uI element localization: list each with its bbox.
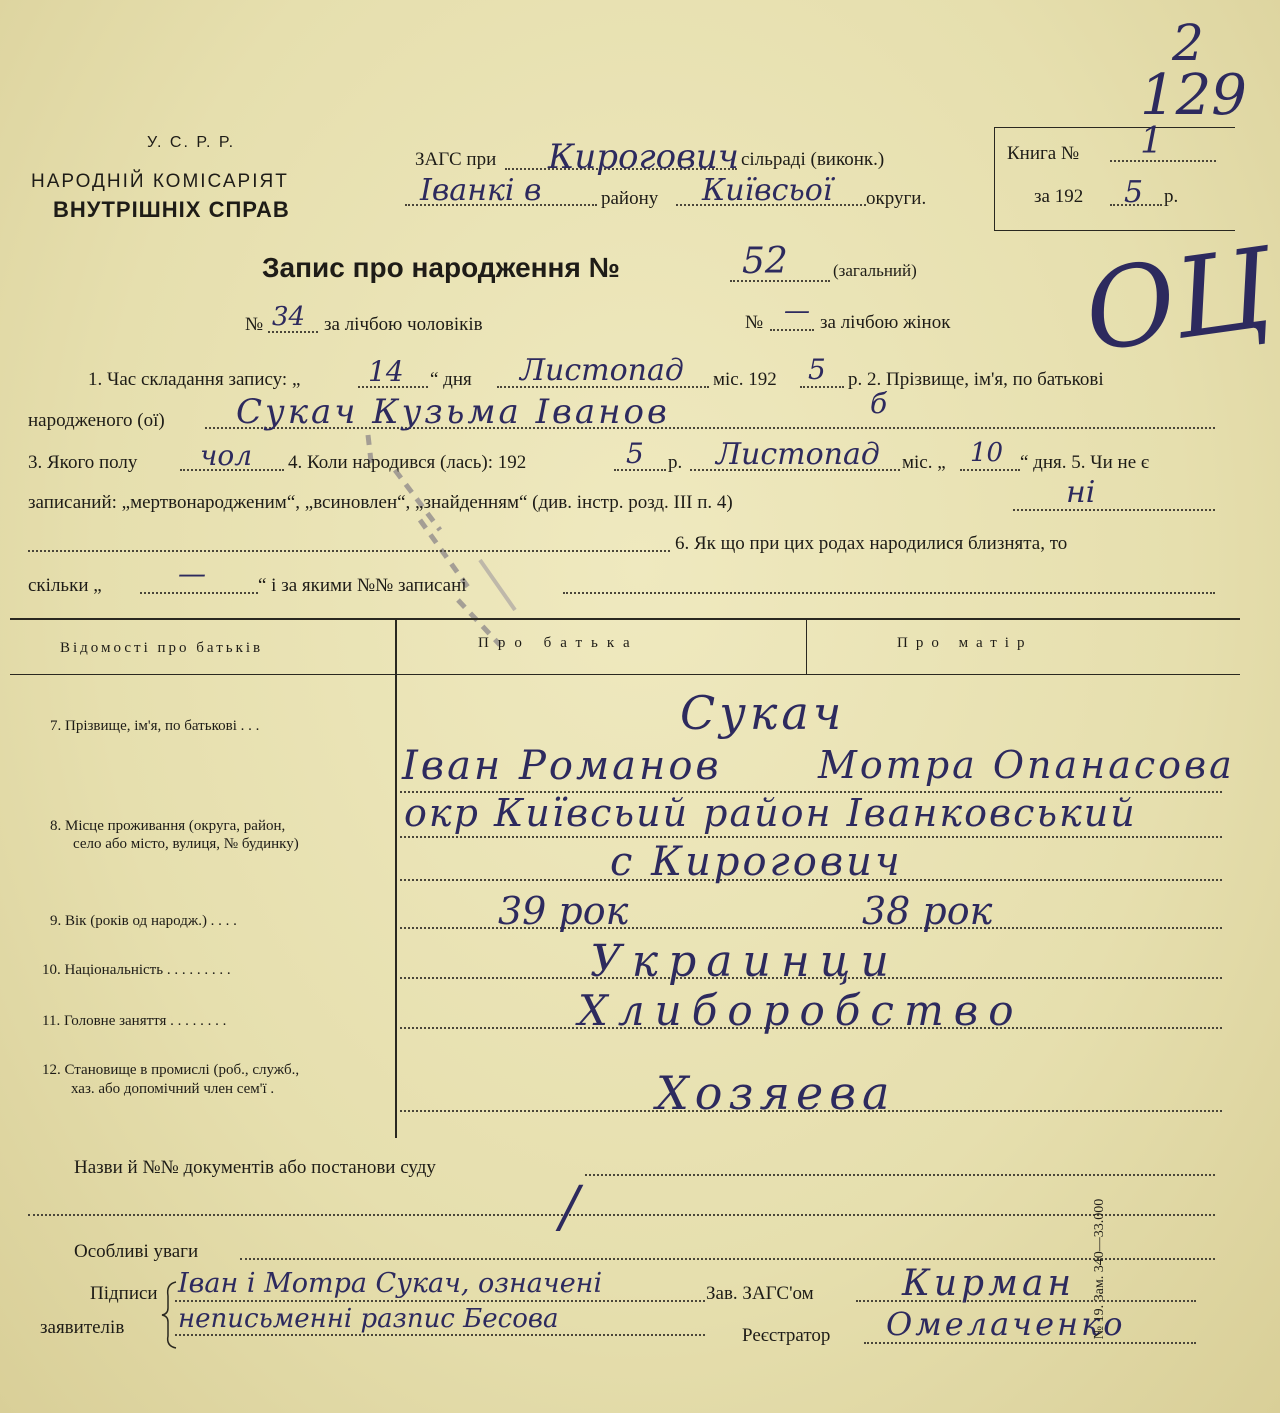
documents-line — [585, 1174, 1215, 1176]
documents-line-2 — [28, 1214, 1215, 1216]
status-question-label: записаний: „мертвонародженим“, „всиновлен“, „знайденням“ (див. інстр. розд. III п. 4) — [28, 492, 733, 513]
book-year-label: за 192 — [1034, 186, 1084, 207]
residence-handwritten-2: с Кирогович — [610, 839, 903, 885]
row-label-residence-2: село або місто, вулиця, № будинку) — [73, 836, 299, 852]
male-count-label: за лічбою чоловіків — [324, 314, 483, 335]
status-answer-handwritten: ні — [1066, 475, 1096, 510]
female-count-prefix: № — [745, 312, 764, 333]
general-label: (загальний) — [833, 261, 917, 280]
birth-day-line — [960, 469, 1020, 471]
table-header-border — [10, 674, 1240, 675]
female-count-handwritten: — — [784, 296, 810, 326]
signature-line-2 — [175, 1334, 705, 1336]
birth-r-label: р. — [668, 452, 683, 473]
district-label: району — [601, 188, 659, 209]
signature-line-1 — [175, 1300, 705, 1302]
page-number-handwritten: 129 — [1140, 63, 1247, 128]
residence-handwritten-1: окр Київсьий район Іванковський — [404, 791, 1137, 835]
col-header-parents: Відомості про батьків — [60, 640, 264, 656]
record-number-handwritten: 52 — [742, 241, 788, 282]
col-header-mother: Про матір — [897, 635, 1033, 651]
birth-day-handwritten: 10 — [970, 438, 1004, 468]
twins-numbers-line — [563, 592, 1215, 594]
male-count-handwritten: 34 — [272, 302, 306, 332]
documents-handwritten: / — [560, 1175, 579, 1240]
top-number-handwritten: 2 — [1172, 14, 1204, 72]
book-line — [1110, 160, 1216, 162]
male-count-prefix: № — [245, 314, 264, 335]
twins-count-label: скільки „ — [28, 575, 102, 596]
entry-day-handwritten: 14 — [368, 355, 404, 388]
mother-name-handwritten: Мотра Опанасова — [818, 743, 1235, 787]
okrug-handwritten: Київсьої — [702, 173, 833, 208]
signature-brace-icon — [160, 1280, 180, 1350]
ussr-label: У. С. Р. Р. — [147, 134, 236, 151]
birth-month-handwritten: Листопад — [716, 437, 880, 472]
occupation-handwritten: Хлиборобство — [578, 986, 1024, 1035]
row-label-status-2: хаз. або допомічний член сем'ї . — [71, 1081, 275, 1097]
commissariat-label: НАРОДНІЙ КОМІСАРІЯТ — [31, 171, 289, 192]
residence-row-line-1 — [400, 836, 1222, 838]
entry-day-suffix: “ дня — [430, 369, 472, 390]
print-info: № 19. Зам. 340—33.000 — [1092, 1198, 1108, 1340]
birth-month-suffix: міс. „ — [902, 452, 946, 473]
status-answer-line — [1013, 509, 1215, 511]
twins-count-handwritten: — — [178, 557, 206, 590]
row-label-name: 7. Прізвище, ім'я, по батькові . . . — [50, 718, 260, 734]
row-label-residence-1: 8. Місце проживання (округа, район, — [50, 818, 286, 834]
okrug-label: округи. — [866, 188, 927, 209]
zags-prefix: ЗАГС при — [415, 149, 497, 170]
name-field-label: р. 2. Прізвище, ім'я, по батькові — [848, 369, 1104, 390]
twins-count-line — [140, 592, 258, 594]
table-top-border — [10, 618, 1240, 620]
entry-month-handwritten: Листопад — [520, 353, 684, 388]
affairs-label: ВНУТРІШНІХ СПРАВ — [53, 197, 290, 222]
signatures-label: Підписи — [90, 1283, 158, 1304]
zags-head-label: Зав. ЗАГС'ом — [706, 1283, 814, 1304]
twins-question-label: 6. Як що при цих родах народилися близнята, то — [675, 533, 1068, 554]
signature-handwritten-2: неписьменні разпис Бесова — [178, 1304, 559, 1334]
registrar-label: Реєстратор — [742, 1325, 831, 1346]
table-divider-1 — [395, 618, 397, 1138]
mother-age-handwritten: 38 рок — [862, 889, 993, 933]
stillborn-question-label: “ дня. 5. Чи не є — [1020, 452, 1150, 473]
newborn-name-handwritten: Сукач Кузьма Іванов — [236, 392, 670, 432]
row-label-status-1: 12. Становище в промислі (роб., служб., — [42, 1062, 300, 1078]
newborn-extra-handwritten: б — [870, 387, 888, 420]
village-handwritten: Кирогович — [548, 137, 739, 177]
entry-year-line — [800, 386, 844, 388]
entry-time-label: 1. Час складання запису: „ — [88, 369, 301, 390]
applicants-label: заявителів — [40, 1317, 125, 1338]
entry-year-handwritten: 5 — [808, 353, 826, 386]
surname-handwritten: Сукач — [680, 686, 846, 740]
registrar-handwritten: Омелаченко — [886, 1305, 1126, 1343]
twins-numbers-label: “ і за якими №№ записані — [258, 575, 467, 596]
birth-year-handwritten: 5 — [626, 437, 644, 470]
status-handwritten: Хозяева — [656, 1066, 896, 1120]
table-divider-2 — [806, 618, 807, 674]
row-label-age: 9. Вік (років од народж.) . . . . — [50, 913, 237, 929]
initials-handwritten: ОЦ — [1076, 223, 1280, 377]
birth-date-label: 4. Коли народився (лась): 192 — [288, 452, 527, 473]
documents-label: Назви й №№ документів або постанови суду — [74, 1157, 436, 1178]
entry-year-label: міс. 192 — [713, 369, 777, 390]
twins-blank-line — [28, 550, 670, 552]
col-header-father: Про батька — [478, 635, 639, 651]
council-label: сільраді (виконк.) — [741, 149, 885, 170]
row-label-nationality: 10. Національність . . . . . . . . . — [42, 962, 231, 978]
sex-handwritten: чол — [200, 439, 253, 472]
document-title: Запис про народження № — [262, 252, 620, 283]
notes-line — [240, 1258, 1215, 1260]
notes-label: Особливі уваги — [74, 1241, 199, 1262]
newborn-label: народженого (ої) — [28, 410, 165, 431]
book-year-handwritten: 5 — [1124, 175, 1144, 210]
book-label: Книга № — [1007, 143, 1080, 164]
row-label-occupation: 11. Головне заняття . . . . . . . . — [42, 1013, 227, 1029]
father-age-handwritten: 39 рок — [498, 889, 629, 933]
book-r-label: р. — [1164, 186, 1179, 207]
nationality-handwritten: Украинци — [590, 936, 899, 987]
zags-head-handwritten: Кирман — [902, 1263, 1076, 1304]
sex-label: 3. Якого полу — [28, 452, 138, 473]
father-name-handwritten: Іван Романов — [402, 743, 722, 789]
district-handwritten: Іванкі в — [420, 173, 542, 208]
female-count-line — [770, 329, 814, 331]
signature-handwritten-1: Іван і Мотра Сукач, означені — [178, 1268, 603, 1299]
female-count-label: за лічбою жінок — [820, 312, 951, 333]
book-number-handwritten: 1 — [1140, 121, 1163, 162]
